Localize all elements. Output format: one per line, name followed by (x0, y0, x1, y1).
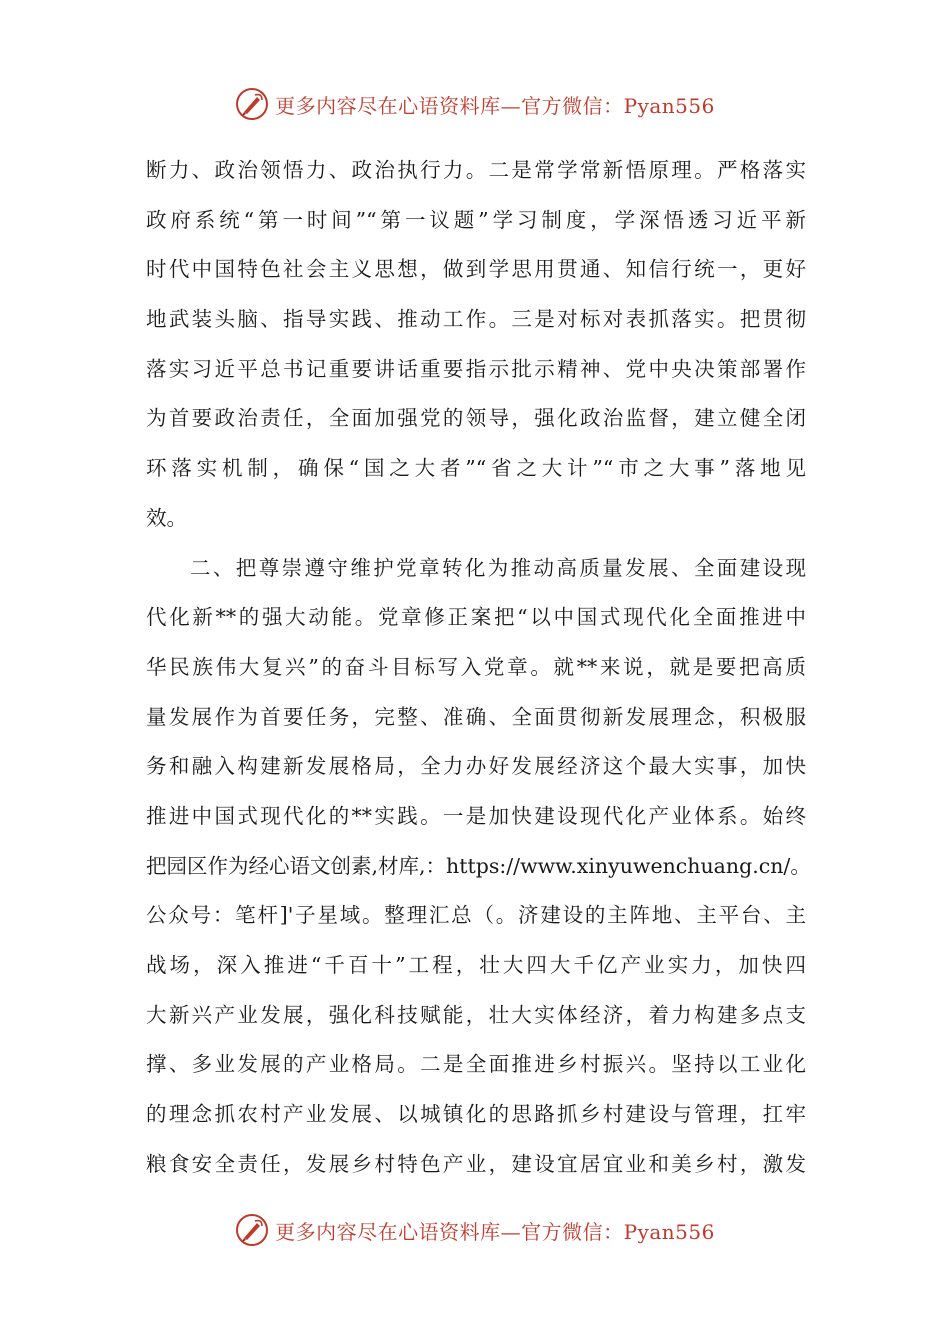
text-line: 二、把尊崇遵守维护党章转化为推动高质量发展、全面建设现 (190, 555, 806, 580)
text-line-url: 把园区作为经心语文创素,材库,：https://www.xinyuwenchuang.cn/。 (146, 853, 811, 878)
banner-text: 更多内容尽在心语资料库—官方微信：Pyan556 (275, 1219, 715, 1244)
text-line: 的理念抓农村产业发展、以城镇化的思路抓乡村建设与管理，扛牢 (146, 1102, 806, 1127)
text-line: 效。 (146, 505, 187, 530)
text-line: 战场，深入推进“千百十”工程，壮大四大千亿产业实力，加快四 (146, 953, 806, 977)
text-line: 粮食安全责任，发展乡村特色产业，建设宜居宜业和美乡村，激发 (146, 1151, 806, 1176)
pen-logo-icon (235, 87, 269, 121)
text-line: 大新兴产业发展，强化科技赋能，壮大实体经济，着力构建多点支 (146, 1002, 806, 1027)
text-line: 政府系统“第一时间”“第一议题”学习制度，学深悟透习近平新 (146, 207, 806, 232)
text-line: 时代中国特色社会主义思想，做到学思用贯通、知信行统一，更好 (146, 257, 806, 282)
text-line: 华民族伟大复兴”的奋斗目标写入党章。就**来说，就是要把高质 (146, 654, 806, 679)
text-line: 公众号：笔杆]'子星域。整理汇总（。济建设的主阵地、主平台、主 (146, 903, 806, 928)
text-line: 推进中国式现代化的**实践。一是加快建设现代化产业体系。始终 (146, 803, 806, 828)
text-line: 务和融入构建新发展格局，全力办好发展经济这个最大实事，加快 (146, 754, 806, 779)
text-line: 环落实机制，确保“国之大者”“省之大计”“市之大事”落地见 (146, 456, 806, 481)
text-line: 撑、多业发展的产业格局。二是全面推进乡村振兴。坚持以工业化 (146, 1052, 806, 1077)
text-line: 为首要政治责任，全面加强党的领导，强化政治监督，建立健全闭 (146, 406, 806, 431)
text-line: 断力、政治领悟力、政治执行力。二是常学常新悟原理。严格落实 (146, 158, 806, 182)
document-body (146, 146, 811, 1189)
text-line: 落实习近平总书记重要讲话重要指示批示精神、党中央决策部署作 (146, 356, 806, 381)
banner-text: 更多内容尽在心语资料库—官方微信：Pyan556 (275, 93, 715, 118)
header-banner (0, 84, 950, 124)
text-line: 代化新**的强大动能。党章修正案把“以中国式现代化全面推进中 (146, 605, 806, 630)
pen-logo-icon (235, 1213, 269, 1247)
footer-banner (0, 1210, 950, 1250)
text-line: 地武装头脑、指导实践、推动工作。三是对标对表抓落实。把贯彻 (146, 307, 806, 332)
text-line: 量发展作为首要任务，完整、准确、全面贯彻新发展理念，积极服 (146, 704, 806, 729)
